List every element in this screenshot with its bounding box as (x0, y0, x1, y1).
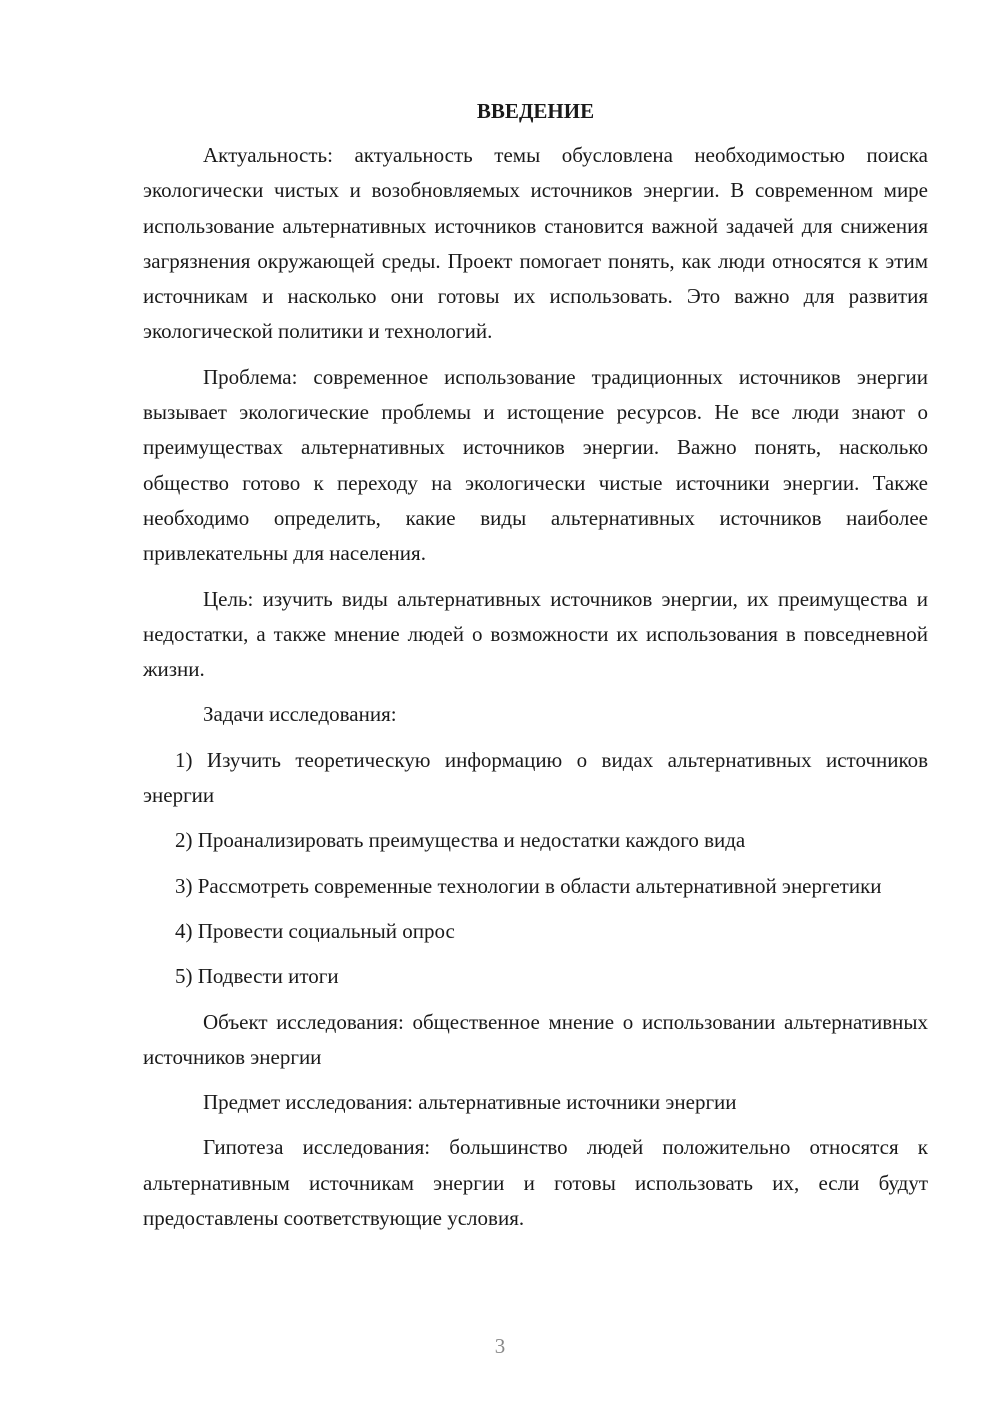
document-page (143, 96, 928, 1246)
paragraph-relevance: Актуальность: актуальность темы обусловлена необходимостью поиска экологически чистых и возобновляемых источников энергии. В современном мире использование альтернативных источников становится важной задачей для снижения загрязнения окружающей среды. Проект помогает понять, как люди относятся к этим источникам и насколько они готовы их использовать. Это важно для развития экологической политики и технологий. (143, 143, 928, 344)
paragraph-object: Объект исследования: общественное мнение о использовании альтернативных источников энергии (143, 1009, 928, 1069)
paragraph-problem: Проблема: современное использование традиционных источников энергии вызывает экологические проблемы и истощение ресурсов. Не все люди знают о преимуществах альтернативных источников энергии. Важно понять, насколько общество готово к переходу на экологически чистые источники энергии. Также необходимо определить, какие виды альтернативных источников наиболее привлекательны для населения. (143, 364, 928, 566)
paragraph-goal: Цель: изучить виды альтернативных источников энергии, их преимущества и недостатки, а также мнение людей о возможности их использования в повседневной жизни. (143, 586, 928, 682)
list-item: 1) Изучить теоретическую информацию о видах альтернативных источников энергии (143, 747, 928, 808)
section-title: ВВЕДЕНИЕ (476, 99, 595, 123)
list-item: 5) Подвести итоги (175, 964, 339, 989)
tasks-heading: Задачи исследования: (203, 702, 397, 727)
paragraph-hypothesis: Гипотеза исследования: большинство людей положительно относятся к альтернативным источникам энергии и готовы использовать их, если будут предоставлены соответствующие условия. (143, 1135, 928, 1231)
list-item: 2) Проанализировать преимущества и недостатки каждого вида (175, 828, 746, 853)
list-item: 4) Провести социальный опрос (175, 918, 455, 943)
page-number: 3 (494, 1334, 506, 1358)
list-item: 3) Рассмотреть современные технологии в области альтернативной энергетики (175, 873, 882, 898)
paragraph-subject: Предмет исследования: альтернативные источники энергии (203, 1090, 737, 1115)
tasks-list (143, 743, 928, 995)
